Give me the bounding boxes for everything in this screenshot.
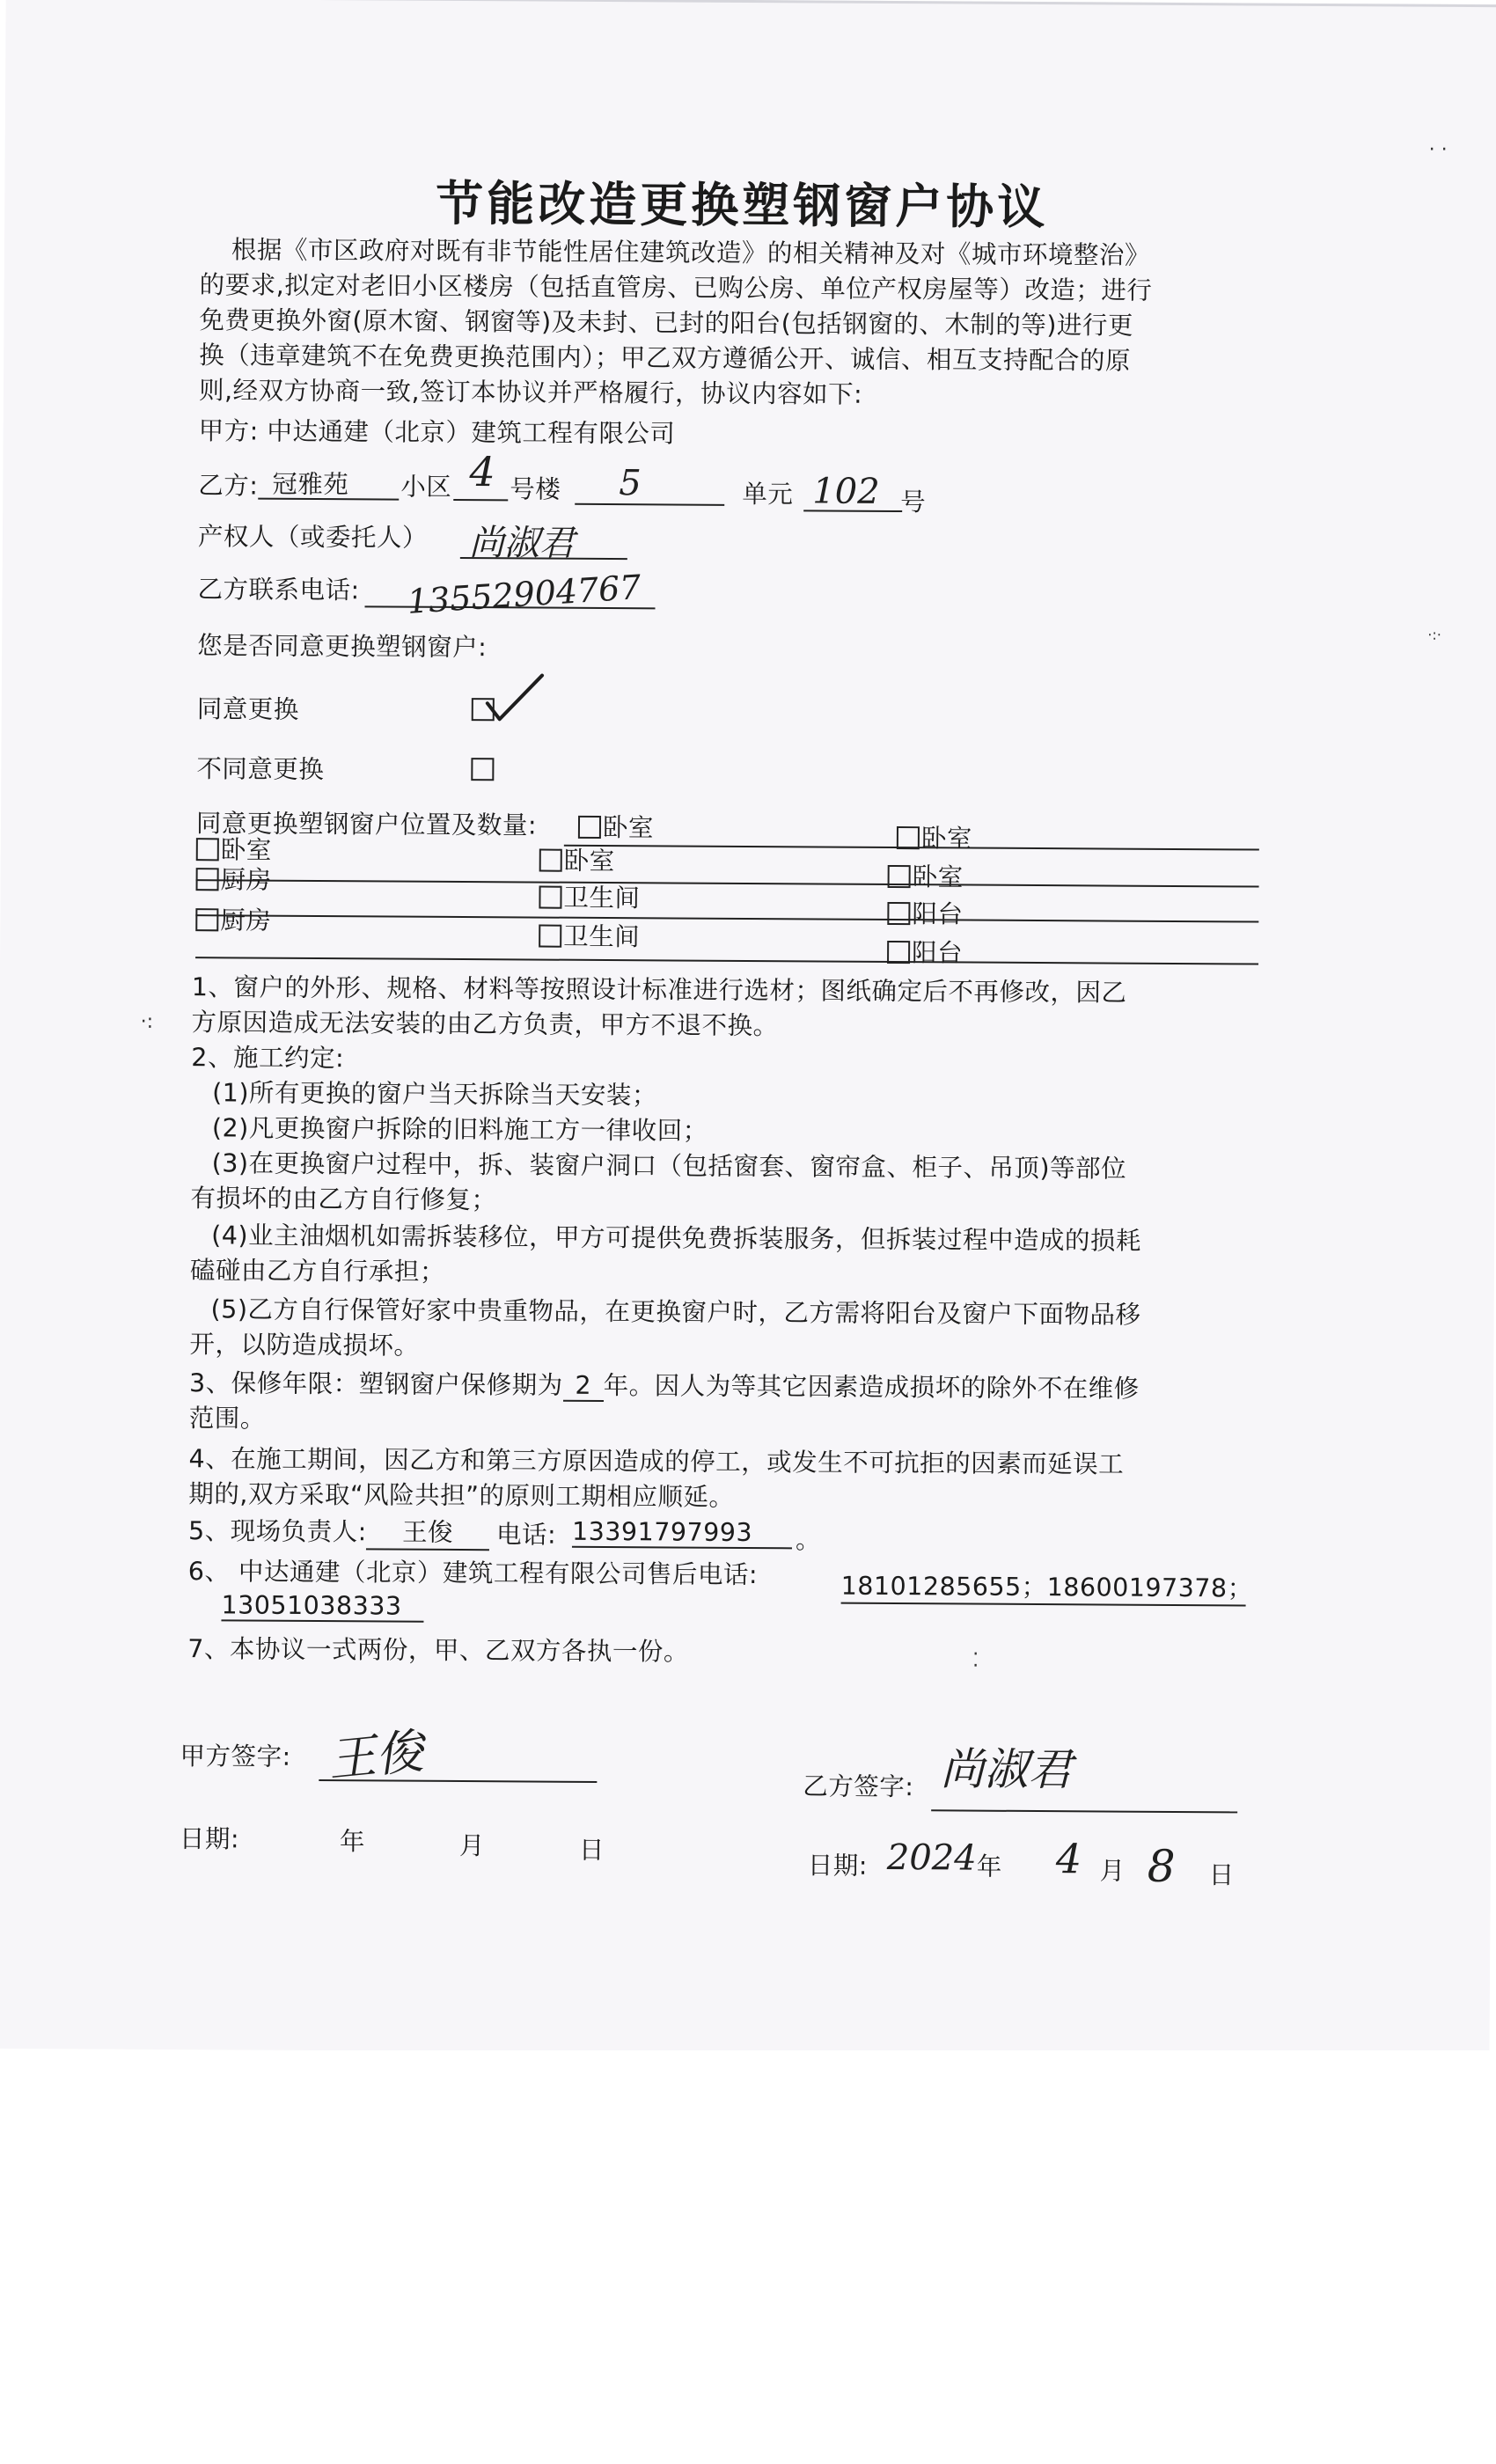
clause-3-line-1 — [189, 1363, 1140, 1405]
community-suffix: 小区 — [400, 472, 452, 502]
clause-1-line-2: 方原因造成无法安装的由乙方负责，甲方不退不换。 — [191, 1008, 779, 1041]
positions-label: 同意更换塑钢窗户位置及数量: — [195, 809, 538, 840]
document-title: 节能改造更换塑钢窗户协议 — [436, 175, 1049, 236]
intro-line-5: 则,经双方协商一致,签订本协议并严格履行，协议内容如下: — [198, 376, 863, 409]
party-a-sign-label: 甲方签字: — [180, 1742, 291, 1771]
unit-suffix: 单元 — [742, 479, 794, 510]
clause-2-5-line-1: (5)乙方自行保管好家中贵重物品，在更换窗户时，乙方需将阳台及窗户下面物品移 — [210, 1294, 1141, 1330]
clause-2-heading: 2、施工约定: — [191, 1043, 345, 1074]
phone-label: 乙方联系电话: — [197, 575, 360, 605]
after-sales-phones: 18101285655；18600197378； — [841, 1566, 1246, 1607]
positions-rule — [195, 914, 1258, 922]
position-item: 卧室 — [578, 808, 654, 845]
position-checkbox[interactable] — [539, 925, 561, 948]
scan-speck: ⁚ — [972, 1649, 979, 1672]
party-b-date-label: 日期: — [807, 1851, 868, 1881]
position-checkbox[interactable] — [578, 816, 601, 839]
disagree-checkbox[interactable] — [471, 758, 494, 781]
unit-underline — [575, 503, 724, 506]
party-a-date-label: 日期: — [179, 1824, 240, 1854]
clause-4-line-1: 4、在施工期间，因乙方和第三方原因造成的停工，或发生不可抗拒的因素而延误工 — [188, 1444, 1125, 1479]
clause-2-3-line-2: 有损坏的由乙方自行修复； — [190, 1184, 497, 1215]
scan-speck: ·: — [140, 1010, 154, 1033]
clause-2-1: (1)所有更换的窗户当天拆除当天安装； — [212, 1078, 658, 1111]
position-item: 卧室 — [539, 841, 615, 878]
site-manager-phone: 13391797993 — [572, 1517, 792, 1550]
position-item: 卫生间 — [539, 878, 640, 915]
positions-rule — [195, 957, 1258, 964]
position-item: 卧室 — [897, 818, 972, 855]
clause-5-phone-label: 电话: — [495, 1520, 557, 1550]
party-b-year: 2024 — [886, 1837, 977, 1879]
intro-line-1: 根据《市区政府对既有非节能性居住建筑改造》的相关精神及对《城市环境整治》 — [231, 235, 1151, 270]
clause-6-label: 6、 中达通建（北京）建筑工程有限公司售后电话: — [187, 1557, 759, 1590]
position-checkbox[interactable] — [887, 902, 910, 925]
party-a-year-label: 年 — [339, 1827, 366, 1857]
intro-line-2: 的要求,拟定对老旧小区楼房（包括直管房、已购公房、单位产权房屋等）改造；进行 — [199, 270, 1153, 305]
party-a-month-label: 月 — [458, 1831, 486, 1861]
building-underline — [453, 499, 508, 501]
party-a-day-label: 日 — [578, 1835, 605, 1866]
scan-speck: ·:· — [1427, 626, 1441, 643]
site-manager-name: 王俊 — [366, 1512, 489, 1551]
clause-2-2: (2)凡更换窗户拆除的旧料施工方一律收回； — [211, 1113, 708, 1146]
position-checkbox[interactable] — [539, 886, 561, 909]
building-suffix: 号楼 — [510, 474, 561, 504]
community-name: 冠雅苑 — [272, 469, 349, 500]
room-suffix: 号 — [900, 488, 927, 517]
agree-label: 同意更换 — [196, 694, 299, 724]
position-checkbox[interactable] — [196, 838, 219, 861]
party-b-year-label: 年 — [976, 1852, 1002, 1881]
position-item: 厨房 — [195, 900, 271, 937]
party-b-month-label: 月 — [1099, 1856, 1126, 1886]
party-b-sign-label: 乙方签字: — [803, 1771, 914, 1802]
warranty-years: 2 — [563, 1371, 604, 1402]
clause-7: 7、本协议一式两份，甲、乙双方各执一份。 — [187, 1634, 689, 1667]
checkmark-icon — [484, 671, 546, 724]
clause-2-4-line-2: 磕碰由乙方自行承担； — [189, 1256, 446, 1287]
party-b-day: 8 — [1147, 1840, 1176, 1892]
clause-4-line-2: 期的,双方采取“风险共担”的原则工期相应顺延。 — [188, 1479, 735, 1512]
intro-line-3: 免费更换外窗(原木窗、钢窗等)及未封、已封的阳台(包括钢窗的、木制的等)进行更 — [199, 305, 1134, 341]
position-item: 卧室 — [888, 857, 964, 894]
clause-2-3-line-1: (3)在更换窗户过程中，拆、装窗户洞口（包括窗套、窗帘盒、柜子、吊顶)等部位 — [211, 1148, 1127, 1184]
scan-speck: · · — [1428, 138, 1448, 161]
clause-2-4-line-1: (4)业主油烟机如需拆装移位，甲方可提供免费拆装服务，但拆装过程中造成的损耗 — [211, 1221, 1142, 1256]
position-item: 阳台 — [887, 933, 963, 970]
party-b-sign-underline — [931, 1809, 1237, 1813]
owner-label: 产权人（或委托人） — [197, 522, 429, 553]
disagree-label: 不同意更换 — [196, 754, 325, 785]
clause-3-suffix: 年。因人为等其它因素造成损坏的除外不在维修 — [603, 1371, 1140, 1404]
intro-line-4: 换（违章建筑不在免费更换范围内）；甲乙双方遵循公开、诚信、相互支持配合的原 — [199, 341, 1132, 376]
blank-page-area — [0, 2050, 1496, 2464]
clause-3-prefix: 3、保修年限：塑钢窗户保修期为 — [189, 1368, 563, 1400]
clause-2-5-line-2: 开，以防造成损坏。 — [189, 1330, 420, 1360]
party-a: 甲方: 中达通建（北京）建筑工程有限公司 — [198, 416, 676, 449]
position-item: 厨房 — [195, 860, 271, 897]
clause-5-period: 。 — [795, 1525, 822, 1555]
party-b-day-label: 日 — [1208, 1860, 1235, 1890]
position-checkbox[interactable] — [196, 868, 219, 891]
party-b-label: 乙方: — [198, 471, 259, 501]
position-item: 卫生间 — [539, 917, 640, 954]
position-item: 阳台 — [887, 894, 963, 931]
positions-rule — [196, 879, 1259, 887]
position-checkbox[interactable] — [539, 849, 562, 872]
clause-1-line-1: 1、窗户的外形、规格、材料等按照设计标准进行选材；图纸确定后不再修改，因乙 — [191, 972, 1127, 1008]
unit-number: 5 — [619, 463, 642, 504]
position-item: 卧室 — [196, 830, 272, 867]
party-a-signature: 王俊 — [326, 1723, 426, 1788]
clause-3-line-2: 范围。 — [188, 1404, 266, 1434]
position-checkbox[interactable] — [195, 908, 218, 931]
party-b-signature: 尚淑君 — [940, 1743, 1073, 1796]
building-number: 4 — [469, 448, 495, 496]
clause-5-label: 5、现场负责人: — [187, 1516, 367, 1547]
phone-handwritten: 13552904767 — [406, 568, 642, 621]
after-sales-phone-3: 13051038333 — [221, 1590, 423, 1622]
party-b-month: 4 — [1055, 1835, 1082, 1883]
owner-handwritten: 尚淑君 — [468, 523, 576, 564]
consent-question: 您是否同意更换塑钢窗户: — [197, 631, 488, 663]
room-number: 102 — [812, 471, 880, 512]
